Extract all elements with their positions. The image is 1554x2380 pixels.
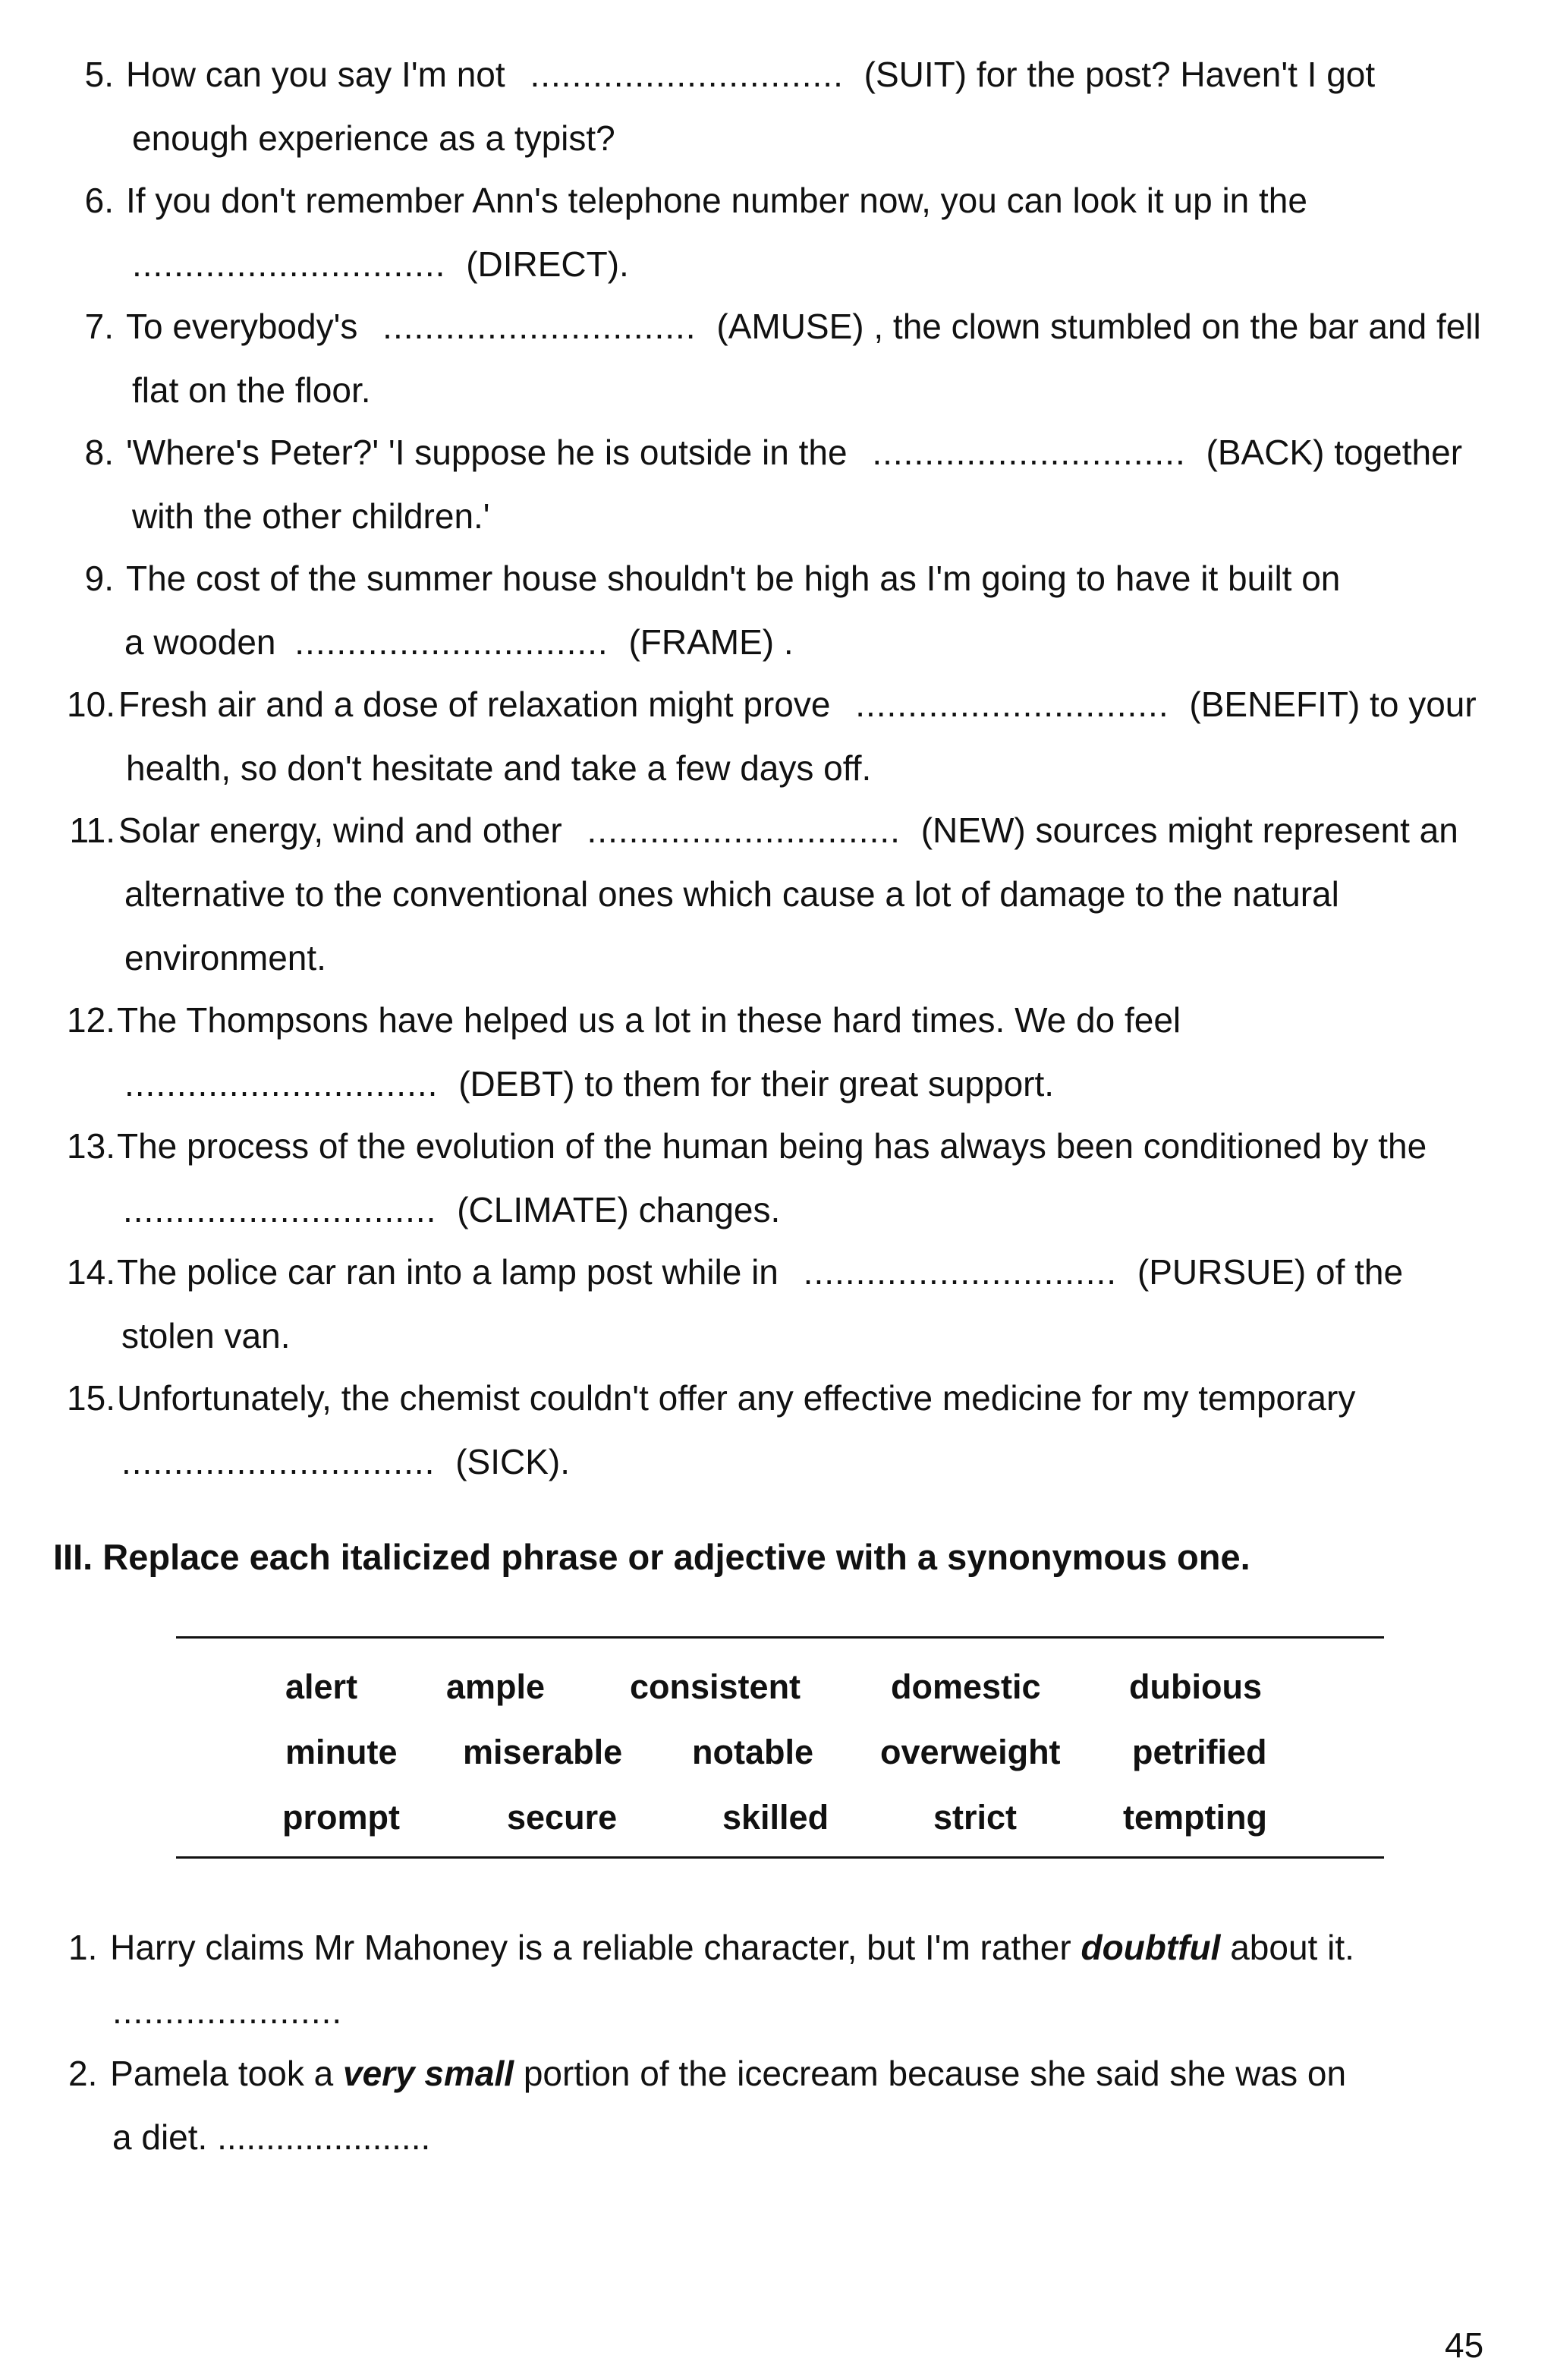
item-line: 2. Pamela took a very small portion of the icecream because she said she was on — [68, 2054, 1347, 2093]
item-number: 5. — [84, 55, 114, 94]
item-line: environment. — [124, 938, 326, 978]
item-line: The cost of the summer house shouldn't be high as I'm going to have it built on — [126, 559, 1341, 598]
item-line: The police car ran into a lamp post while in .............................. (PURSUE) of the — [117, 1252, 1404, 1292]
italic-phrase: doubtful — [1081, 1928, 1221, 1967]
answer-blank[interactable]: .............................. — [382, 307, 697, 346]
word-bank — [176, 1654, 1384, 1850]
answer-blank[interactable]: .............................. — [121, 1442, 436, 1481]
word-bank-item: petrified — [1132, 1733, 1267, 1771]
item-line: health, so don't hesitate and take a few days off. — [126, 748, 872, 788]
table-bottom-rule — [176, 1856, 1384, 1859]
word-bank-row — [176, 1785, 1384, 1850]
word-bank-row — [176, 1720, 1384, 1785]
word-bank-item: consistent — [630, 1667, 801, 1706]
answer-blank[interactable]: .............................. — [872, 433, 1186, 472]
answer-blank[interactable]: .............................. — [132, 244, 446, 284]
word-bank-item: domestic — [891, 1667, 1041, 1706]
answer-blank[interactable]: .............................. — [587, 811, 901, 850]
item-line: Unfortunately, the chemist couldn't offer any effective medicine for my temporary — [117, 1378, 1356, 1418]
word-bank-row — [176, 1654, 1384, 1720]
item-line: .............................. (SICK). — [121, 1442, 570, 1481]
item-line: alternative to the conventional ones which cause a lot of damage to the natural — [124, 874, 1339, 914]
item-line: If you don't remember Ann's telephone number now, you can look it up in the — [126, 181, 1307, 220]
item-number: 12. — [67, 1000, 115, 1040]
word-bank-item: prompt — [282, 1798, 400, 1837]
item-line: The process of the evolution of the human being has always been conditioned by the — [117, 1126, 1427, 1166]
answer-blank[interactable]: .............................. — [294, 622, 609, 662]
item-line: How can you say I'm not .............................. (SUIT) for the post? Haven't I got — [126, 55, 1376, 94]
answer-blank[interactable]: .............................. — [123, 1190, 437, 1229]
word-bank-item: secure — [507, 1798, 618, 1837]
word-bank-item: strict — [933, 1798, 1018, 1837]
item-number: 11. — [69, 811, 115, 850]
answer-blank[interactable]: ...................... — [112, 1991, 343, 2031]
word-bank-item: overweight — [880, 1733, 1061, 1771]
item-line: Solar energy, wind and other .............................. (NEW) sources might represent an — [118, 811, 1458, 850]
word-bank-item: miserable — [463, 1733, 623, 1771]
table-top-rule — [176, 1636, 1384, 1639]
word-bank-item: tempting — [1123, 1798, 1267, 1837]
item-line: with the other children.' — [132, 496, 490, 536]
section-title: III. Replace each italicized phrase or adjective with a synonymous one. — [53, 1537, 1250, 1577]
item-line: .............................. (DEBT) to them for their great support. — [124, 1064, 1055, 1103]
item-number: 8. — [84, 433, 114, 472]
word-bank-item: notable — [692, 1733, 814, 1771]
word-bank-item: minute — [285, 1733, 398, 1771]
item-line: The Thompsons have helped us a lot in these hard times. We do feel — [117, 1000, 1181, 1040]
item-number: 7. — [84, 307, 114, 346]
item-line: .............................. (DIRECT). — [132, 244, 629, 284]
answer-blank[interactable]: a diet. ...................... — [112, 2117, 431, 2157]
item-line: flat on the floor. — [132, 370, 371, 410]
answer-blank[interactable]: .............................. — [124, 1064, 439, 1103]
item-line: .............................. (CLIMATE) changes. — [123, 1190, 781, 1229]
answer-blank[interactable]: .............................. — [803, 1252, 1118, 1292]
item-line: enough experience as a typist? — [132, 118, 615, 158]
item-line: stolen van. — [121, 1316, 291, 1355]
answer-blank[interactable]: .............................. — [855, 685, 1169, 724]
word-bank-item: ample — [446, 1667, 546, 1706]
item-number: 2. — [68, 2054, 98, 2093]
word-bank-item: skilled — [722, 1798, 829, 1837]
page-number: 45 — [1445, 2325, 1484, 2365]
item-number: 6. — [84, 181, 114, 220]
item-number: 1. — [68, 1928, 98, 1967]
item-line: a wooden .............................. (FRAME) . — [124, 622, 794, 662]
word-bank-item: alert — [285, 1667, 358, 1706]
item-number: 14. — [67, 1252, 115, 1292]
item-number: 13. — [67, 1126, 115, 1166]
answer-blank[interactable]: .............................. — [530, 55, 844, 94]
item-line: Fresh air and a dose of relaxation might prove .............................. (BENEFIT) to your — [118, 685, 1477, 724]
item-line: To everybody's .............................. (AMUSE) , the clown stumbled on the bar and fell — [126, 307, 1481, 346]
item-line: 'Where's Peter?' 'I suppose he is outside in the .............................. (BACK) together — [126, 433, 1463, 472]
word-bank-item: dubious — [1129, 1667, 1262, 1706]
item-line: 1. Harry claims Mr Mahoney is a reliable character, but I'm rather doubtful about it. — [68, 1928, 1354, 1967]
italic-phrase: very small — [343, 2054, 514, 2093]
item-number: 9. — [84, 559, 114, 598]
item-number: 10. — [67, 685, 115, 724]
item-number: 15. — [67, 1378, 115, 1418]
